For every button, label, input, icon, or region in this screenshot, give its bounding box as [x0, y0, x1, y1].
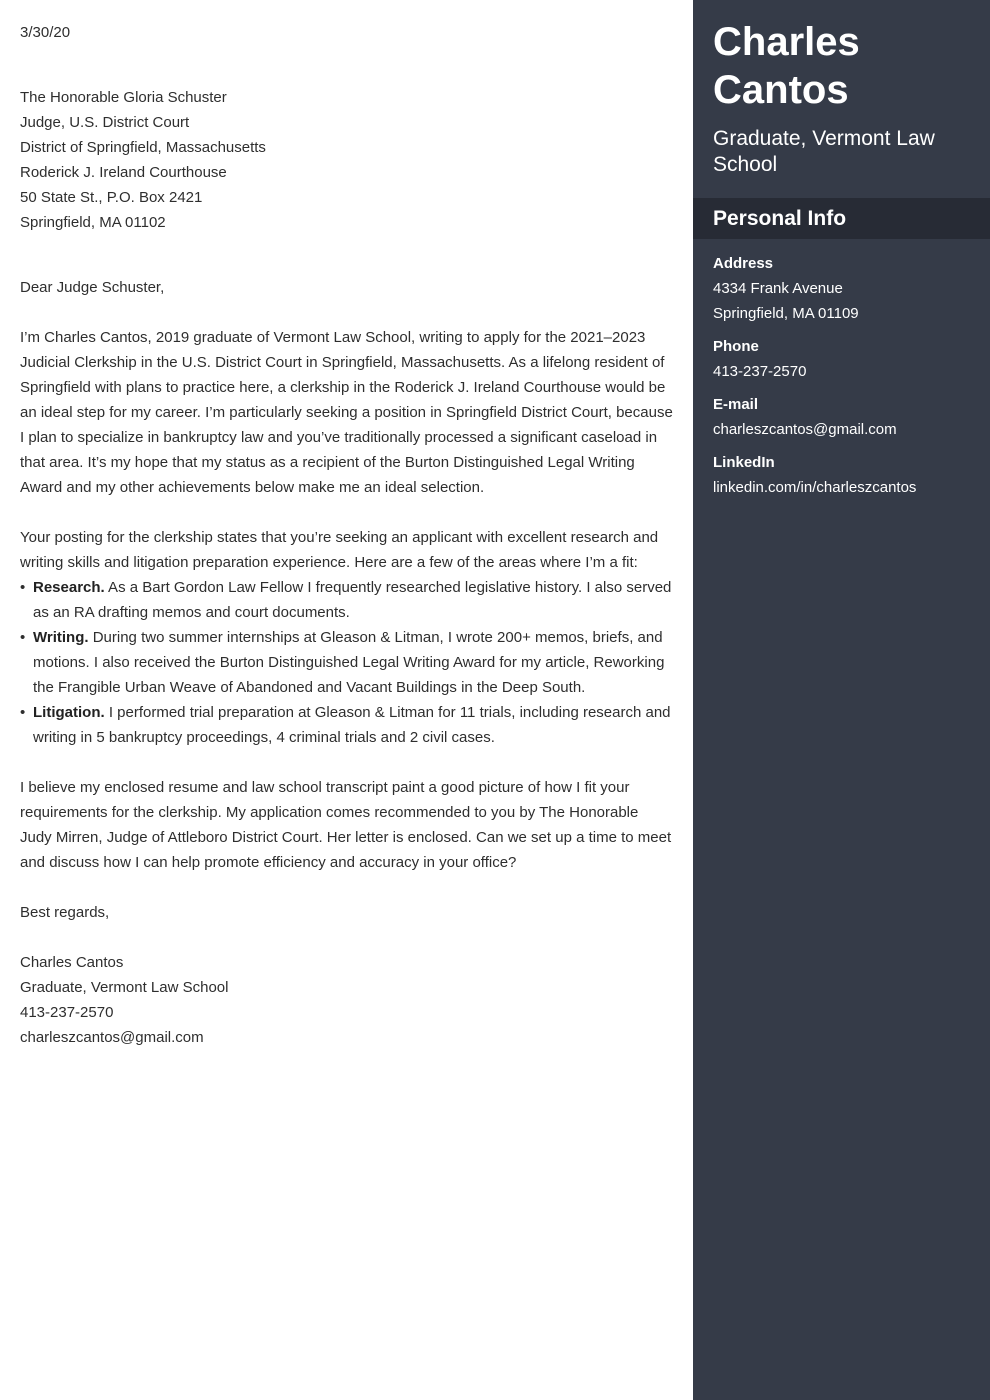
headline: Graduate, Vermont Law School [713, 127, 935, 176]
list-item [20, 700, 673, 750]
closing-paragraph: I believe my enclosed resume and law school transcript paint a good picture of how I fit your requirements for the clerkship. My application comes recommended to you by The Honorable Judy Mirren, Judge of Attleboro District Court. Her letter is enclosed. Can we set up a time to meet and discuss how I can help promote efficiency and accuracy in your office? [20, 779, 672, 871]
bullet-text: I performed trial preparation at Gleason & Litman for 11 trials, including research and writing in 5 bankruptcy proceedings, 4 criminal trials and 2 civil cases. [33, 704, 671, 746]
opening-paragraph: I’m Charles Cantos, 2019 graduate of Vermont Law School, writing to apply for the 2021–2023 Judicial Clerkship in the U.S. District Court in Springfield, Massachusetts. As a lifelong resident of Springfield with plans to practice here, a clerkship in the Roderick J. Ireland Courthouse would be an ideal step for my career. I’m particularly seeking a position in Springfield District Court, because I plan to specialize in bankruptcy law and you’ve traditionally processed a significant caseload in that area. It’s my hope that my status as a recipient of the Burton Distinguished Legal Writing Award and my other achievements below make me an ideal selection. [20, 329, 673, 496]
phone-label: Phone [713, 338, 759, 355]
bullet-text: As a Bart Gordon Law Fellow I frequently researched legislative history. I also served as an RA drafting memos and court documents. [33, 579, 672, 621]
salutation: Dear Judge Schuster, [20, 279, 165, 296]
address-line: Springfield, MA 01109 [713, 305, 859, 322]
address-line: 4334 Frank Avenue [713, 280, 843, 297]
signature-block [20, 950, 673, 1050]
sidebar-header [693, 0, 990, 198]
letter-date: 3/30/20 [20, 24, 71, 41]
signature-email: charleszcantos@gmail.com [20, 1029, 204, 1046]
bullet-lead: Litigation. [33, 704, 105, 721]
sidebar [693, 0, 990, 1400]
bullet-icon: • [20, 629, 26, 646]
phone-value: 413-237-2570 [713, 363, 807, 380]
first-name: Charles [713, 20, 860, 64]
email-label: E-mail [713, 396, 759, 413]
recipient-line: Springfield, MA 01102 [20, 214, 166, 231]
personal-info-heading: Personal Info [693, 198, 990, 239]
bullet-lead: Writing. [33, 629, 89, 646]
recipient-line: 50 State St., P.O. Box 2421 [20, 189, 203, 206]
bullet-icon: • [20, 579, 26, 596]
bullet-text: During two summer internships at Gleason & Litman, I wrote 200+ memos, briefs, and motions. I also received the Burton Distinguished Legal Writing Award for my article, Reworking the Frangible Urban Weave of Abandoned and Vacant Buildings in the Deep South. [33, 629, 665, 696]
email-value[interactable]: charleszcantos@gmail.com [713, 421, 897, 438]
signature-name: Charles Cantos [20, 954, 124, 971]
bullet-icon: • [20, 704, 26, 721]
closing-phrase: Best regards, [20, 904, 110, 921]
list-item [20, 625, 673, 700]
bullet-lead: Research. [33, 579, 105, 596]
linkedin-value[interactable]: linkedin.com/in/charleszcantos [713, 479, 917, 496]
recipient-line: Roderick J. Ireland Courthouse [20, 164, 227, 181]
signature-title: Graduate, Vermont Law School [20, 979, 229, 996]
list-item [20, 575, 673, 625]
qualification-list [20, 575, 673, 750]
recipient-line: Judge, U.S. District Court [20, 114, 190, 131]
address-label: Address [713, 255, 774, 272]
recipient-line: District of Springfield, Massachusetts [20, 139, 266, 156]
recipient-line: The Honorable Gloria Schuster [20, 89, 227, 106]
qualifications-intro: Your posting for the clerkship states that you’re seeking an applicant with excellent research and writing skills and litigation preparation experience. Here are a few of the areas where I’m a fit: [20, 529, 659, 571]
personal-info [693, 239, 990, 500]
recipient-block [20, 85, 673, 235]
signature-phone: 413-237-2570 [20, 1004, 114, 1021]
linkedin-label: LinkedIn [713, 454, 775, 471]
last-name: Cantos [713, 68, 849, 112]
